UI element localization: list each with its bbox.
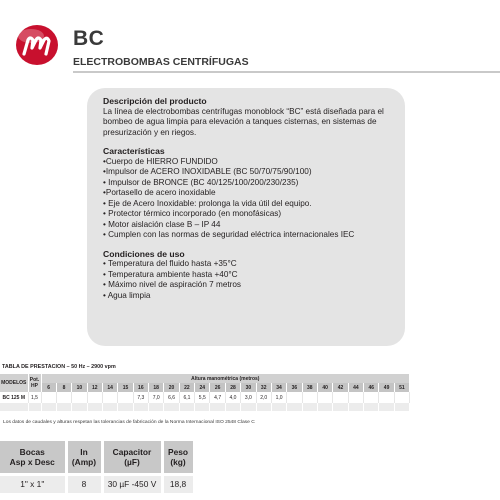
blank-cell	[133, 403, 148, 411]
product-title: BC	[73, 27, 105, 50]
use-condition-item: • Temperatura del fluido hasta +35°C	[103, 259, 237, 268]
performance-data-row	[0, 392, 410, 403]
spec-table	[0, 441, 196, 493]
spec-column-header	[162, 441, 194, 474]
feature-item: •Cuerpo de HIERRO FUNDIDO	[103, 156, 218, 166]
height-value-header: 8	[56, 383, 71, 392]
power-header-line: Pot.	[29, 377, 40, 383]
height-group-header: Altura manométrica (metros)	[41, 374, 410, 383]
height-value-header: 44	[348, 383, 363, 392]
blank-cell	[72, 403, 87, 411]
blank-cell	[364, 403, 379, 411]
use-condition-item: • Temperatura ambiente hasta +40°C	[103, 269, 238, 279]
model-name-cell: BC 125 M	[0, 392, 28, 403]
brand-logo	[15, 24, 59, 66]
height-value-header: 51	[394, 383, 409, 392]
height-value-header: 24	[195, 383, 210, 392]
blank-cell	[195, 403, 210, 411]
features-heading: Características	[103, 146, 165, 156]
description-content	[103, 96, 403, 301]
height-value-header: 26	[210, 383, 225, 392]
blank-cell	[271, 403, 286, 411]
height-value-header: 34	[271, 383, 286, 392]
power-header-unit: HP	[31, 383, 38, 389]
flow-value-cell: 5,5	[195, 392, 210, 403]
feature-item: •Portasello de acero inoxidable	[103, 188, 216, 197]
blank-cell	[41, 403, 56, 411]
blank-cell	[256, 403, 271, 411]
use-conditions-heading: Condiciones de uso	[103, 248, 185, 259]
spec-column-header	[0, 441, 66, 474]
height-value-header: 12	[87, 383, 102, 392]
height-value-header: 49	[379, 383, 394, 392]
feature-item: •Impulsor de ACERO INOXIDABLE (BC 50/70/75/90/100)	[103, 167, 312, 176]
spec-header-label: Bocas	[19, 446, 45, 457]
height-value-header: 10	[72, 383, 87, 392]
flow-value-cell	[118, 392, 133, 403]
performance-blank-row	[0, 403, 410, 411]
spec-column-header	[102, 441, 162, 474]
flow-value-cell: 2,0	[256, 392, 271, 403]
height-value-header: 28	[225, 383, 240, 392]
spec-value-cell: 30 µF -450 V	[102, 474, 162, 493]
flow-value-cell: 7,0	[149, 392, 164, 403]
flow-value-cell	[379, 392, 394, 403]
spec-header-label: Capacitor	[112, 446, 152, 457]
blank-cell	[394, 403, 409, 411]
spec-header-row	[0, 441, 194, 474]
blank-cell	[102, 403, 117, 411]
height-value-header: 18	[149, 383, 164, 392]
blank-cell	[28, 403, 41, 411]
blank-cell	[333, 403, 348, 411]
height-value-header: 20	[164, 383, 179, 392]
blank-cell	[118, 403, 133, 411]
flow-value-cell	[348, 392, 363, 403]
flow-value-cell	[102, 392, 117, 403]
blank-cell	[210, 403, 225, 411]
blank-cell	[56, 403, 71, 411]
feature-item: • Impulsor de BRONCE (BC 40/125/100/200/230/235)	[103, 177, 299, 187]
spec-data-row	[0, 474, 194, 493]
flow-value-cell	[302, 392, 317, 403]
flow-value-cell: 4,7	[210, 392, 225, 403]
header-divider	[73, 71, 500, 73]
height-value-header: 14	[102, 383, 117, 392]
height-value-header: 6	[41, 383, 56, 392]
blank-cell	[302, 403, 317, 411]
performance-table	[0, 374, 410, 411]
height-value-header: 40	[317, 383, 332, 392]
height-value-header: 46	[364, 383, 379, 392]
spec-value-cell: 18,8	[162, 474, 194, 493]
blank-cell	[287, 403, 302, 411]
blank-cell	[225, 403, 240, 411]
models-column-header: MODELOS	[0, 374, 28, 392]
blank-cell	[87, 403, 102, 411]
power-column-header	[28, 374, 41, 392]
feature-item: • Protector térmico incorporado (en monofásicas)	[103, 209, 282, 218]
flow-value-cell	[72, 392, 87, 403]
spec-header-unit: (kg)	[170, 456, 186, 467]
feature-item: • Eje de Acero Inoxidable: prolonga la vida útil del equipo.	[103, 198, 312, 208]
blank-cell	[179, 403, 194, 411]
flow-value-cell	[394, 392, 409, 403]
flow-value-cell	[41, 392, 56, 403]
spec-column-header	[66, 441, 102, 474]
flow-value-cell	[317, 392, 332, 403]
description-line: presurización y en riegos.	[103, 127, 197, 137]
spec-header-unit: (µF)	[124, 456, 140, 467]
spec-header-label: Peso	[167, 446, 189, 457]
spec-value-cell: 1" x 1"	[0, 474, 66, 493]
blank-cell	[164, 403, 179, 411]
feature-item: • Motor aislación clase B – IP 44	[103, 219, 221, 229]
height-value-header: 16	[133, 383, 148, 392]
blank-cell	[317, 403, 332, 411]
flow-value-cell: 6,1	[179, 392, 194, 403]
model-hp-cell: 1,5	[28, 392, 41, 403]
description-line: bombeo de agua limpia para elevación a tanques cisternas, en sistemas de	[103, 117, 377, 126]
flow-value-cell	[287, 392, 302, 403]
feature-item: • Cumplen con las normas de seguridad eléctrica internacionales IEC	[103, 230, 355, 239]
use-condition-item: • Máximo nivel de aspiración 7 metros	[103, 280, 242, 289]
spec-header-unit: (Amp)	[71, 456, 97, 467]
tolerance-footnote: Los datos de caudales y alturas respetan las tolerancias de fabricación de la Norma Internacional ISO 2548 Clase C	[3, 420, 255, 425]
spec-value-cell: 8	[66, 474, 102, 493]
flow-value-cell: 3,0	[241, 392, 256, 403]
flow-value-cell: 7,3	[133, 392, 148, 403]
height-value-header: 38	[302, 383, 317, 392]
height-value-header: 30	[241, 383, 256, 392]
blank-cell	[149, 403, 164, 411]
performance-height-row	[0, 383, 410, 392]
blank-cell	[0, 403, 28, 411]
spec-header-label: In	[80, 446, 88, 457]
performance-table-caption: TABLA DE PRESTACION – 50 Hz – 2900 vpm	[2, 364, 116, 370]
product-subtitle: ELECTROBOMBAS CENTRÍFUGAS	[73, 56, 249, 68]
blank-cell	[379, 403, 394, 411]
blank-cell	[241, 403, 256, 411]
blank-cell	[348, 403, 363, 411]
flow-value-cell: 4,0	[225, 392, 240, 403]
flow-value-cell	[56, 392, 71, 403]
height-value-header: 42	[333, 383, 348, 392]
height-value-header: 36	[287, 383, 302, 392]
spec-header-unit: Asp x Desc	[9, 456, 55, 467]
description-line: La línea de electrobombas centrífugas monoblock “BC” está diseñada para el	[103, 106, 384, 116]
height-value-header: 22	[179, 383, 194, 392]
flow-value-cell	[87, 392, 102, 403]
height-value-header: 32	[256, 383, 271, 392]
flow-value-cell: 1,0	[271, 392, 286, 403]
performance-header-row	[0, 374, 410, 383]
flow-value-cell: 6,6	[164, 392, 179, 403]
description-heading: Descripción del producto	[103, 96, 207, 106]
use-condition-item: • Agua limpia	[103, 290, 151, 300]
height-value-header: 15	[118, 383, 133, 392]
flow-value-cell	[333, 392, 348, 403]
flow-value-cell	[364, 392, 379, 403]
